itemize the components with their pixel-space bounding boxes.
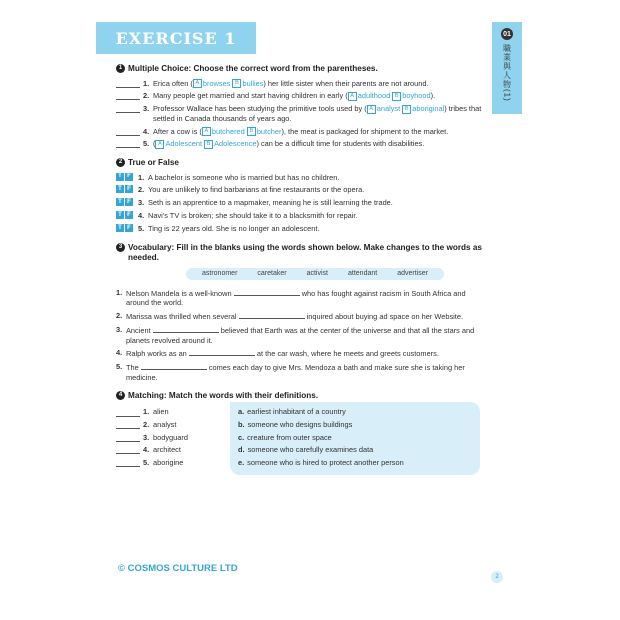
option-a[interactable]: browses <box>202 78 231 88</box>
option-b[interactable]: boyhood <box>402 91 431 101</box>
option-b-box: B <box>204 140 213 149</box>
definition-letter: a. <box>238 407 245 417</box>
question-number: 4. <box>138 211 145 221</box>
question-text: Erica often ( A browses B bullies) her little sister when their parents are not around. <box>153 78 429 88</box>
match-word: analyst <box>153 420 177 429</box>
section-number: 3 <box>116 243 125 252</box>
fill-blank[interactable] <box>189 348 255 356</box>
option-a-box: A <box>202 127 211 136</box>
false-box[interactable]: F <box>125 185 133 193</box>
question-text: You are unlikely to find barbarians at fine restaurants or the opera. <box>148 185 365 195</box>
option-a[interactable]: butchered <box>211 126 245 136</box>
question-text: Ting is 22 years old. She is no longer an adolescent. <box>148 224 320 234</box>
word-bank-item: activist <box>306 270 328 278</box>
definition-text: someone who designs buildings <box>247 420 353 429</box>
unit-number: 01 <box>501 28 513 40</box>
question-text: The comes each day to give Mrs. Mendoza a bath and make sure she is taking her medicine. <box>126 363 465 382</box>
word-bank-item: astronomer <box>202 270 238 278</box>
answer-blank[interactable] <box>116 127 140 136</box>
question-number: 1. <box>143 407 150 417</box>
answer-blank[interactable] <box>116 139 140 148</box>
option-a-box: A <box>367 105 376 114</box>
matching-definitions <box>230 402 480 475</box>
definition-text: creature from outer space <box>247 432 332 442</box>
vocab-question <box>116 348 484 359</box>
question-text: Nelson Mandela is a well-known who has fought against racism in South Africa and around the world. <box>126 288 466 308</box>
question-text: ( A Adolescent B Adolescence) can be a difficult time for students with disabilities. <box>153 139 425 149</box>
definition-text: someone who carefully examines data <box>247 445 374 455</box>
question-text: Seth is an apprentice to a mapmaker, meaning he is still learning the trade. <box>148 198 393 208</box>
tf-question <box>116 198 484 208</box>
true-box[interactable]: T <box>116 224 124 232</box>
unit-title: 職業與人物(1) <box>502 44 512 102</box>
false-box[interactable]: F <box>125 173 133 181</box>
section-number: 2 <box>116 158 125 167</box>
vocab-question <box>116 288 484 308</box>
question-number: 3. <box>138 198 145 208</box>
exercise-banner: EXERCISE 1 <box>96 22 256 54</box>
option-a-box: A <box>155 140 164 149</box>
section-multiple-choice-title: 1 Multiple Choice: Choose the correct word from the parentheses. <box>116 64 484 74</box>
matching-area <box>116 406 484 469</box>
vocab-question <box>116 362 484 382</box>
tf-options <box>116 173 138 181</box>
vocab-question <box>116 311 484 322</box>
question-text: A bachelor is someone who is married but has no children. <box>148 172 340 182</box>
definition-letter: e. <box>238 457 245 467</box>
mc-question <box>116 91 484 101</box>
question-text: Ralph works as an at the car wash, where he meets and greets customers. <box>126 349 439 359</box>
word-bank-item: caretaker <box>257 270 287 278</box>
false-box[interactable]: F <box>125 224 133 232</box>
question-number: 4. <box>143 126 150 136</box>
question-number: 3. <box>143 104 150 114</box>
option-b-box: B <box>247 127 256 136</box>
answer-blank[interactable] <box>116 79 140 88</box>
answer-blank[interactable] <box>116 104 140 113</box>
section-number: 4 <box>116 391 125 400</box>
false-box[interactable]: F <box>125 198 133 206</box>
tf-question <box>116 173 484 183</box>
matching-words <box>116 406 236 469</box>
tf-question <box>116 185 484 195</box>
answer-blank[interactable] <box>116 408 140 417</box>
page-number: 2 <box>491 571 503 583</box>
tf-options <box>116 198 138 206</box>
answer-blank[interactable] <box>116 91 140 100</box>
match-word-row <box>116 456 236 469</box>
tf-options <box>116 185 138 193</box>
question-text: Ancient believed that Earth was at the center of the universe and that all the stars and planets revolved around it. <box>126 325 475 345</box>
true-false-list <box>116 173 484 235</box>
section-matching-title: 4 Matching: Match the words with their definitions. <box>116 391 484 401</box>
match-word-row <box>116 431 236 444</box>
answer-blank[interactable] <box>116 420 140 429</box>
mc-question <box>116 127 484 137</box>
match-word-row <box>116 406 236 419</box>
question-number: 4. <box>143 445 150 455</box>
tf-options <box>116 224 138 232</box>
question-text: Navi's TV is broken; she should take it to a blacksmith for repair. <box>148 211 358 221</box>
vocabulary-list <box>116 288 484 383</box>
exercise-content <box>116 64 484 469</box>
option-b[interactable]: bullies <box>242 78 264 88</box>
question-number: 4. <box>116 348 123 358</box>
definition-text: someone who is hired to protect another person <box>247 457 404 467</box>
fill-blank[interactable] <box>153 325 219 333</box>
match-word-row <box>116 444 236 457</box>
question-number: 1. <box>138 172 145 182</box>
option-b[interactable]: Adolescence <box>214 139 257 149</box>
definition-letter: c. <box>238 432 245 442</box>
mc-question <box>116 104 484 123</box>
question-number: 2. <box>143 91 150 101</box>
question-text: Marissa was thrilled when several inquired about buying ad space on her Website. <box>126 312 464 322</box>
question-number: 2. <box>143 420 150 429</box>
false-box[interactable]: F <box>125 211 133 219</box>
definition-row <box>238 406 474 419</box>
section-true-false-title: 2 True or False <box>116 158 484 168</box>
question-number: 1. <box>143 78 150 88</box>
mc-question <box>116 139 484 149</box>
option-b-box: B <box>402 105 411 114</box>
option-b-box: B <box>232 79 241 88</box>
question-number: 1. <box>116 287 123 297</box>
fill-blank[interactable] <box>234 288 300 296</box>
answer-blank[interactable] <box>116 433 140 442</box>
fill-blank[interactable] <box>239 311 305 319</box>
question-number: 3. <box>143 432 150 442</box>
section-number: 1 <box>116 64 125 73</box>
true-box[interactable]: T <box>116 198 124 206</box>
option-a[interactable]: analyst <box>376 104 401 114</box>
option-a[interactable]: Adolescent <box>165 139 203 149</box>
definition-row <box>238 444 474 457</box>
unit-side-tab <box>492 22 522 114</box>
question-number: 2. <box>138 185 145 195</box>
option-a-box: A <box>193 79 202 88</box>
multiple-choice-list <box>116 79 484 149</box>
tf-options <box>116 211 138 219</box>
definition-letter: d. <box>238 445 245 455</box>
answer-blank[interactable] <box>116 445 140 454</box>
question-text: Professor Wallace has been studying the primitive tools used by ( A analyst B aboriginal) tribes that settled in Canada thousands of years ago. <box>153 104 482 123</box>
vocab-question <box>116 325 484 345</box>
option-b[interactable]: aboriginal <box>412 104 445 114</box>
definition-row <box>238 431 474 444</box>
definition-row <box>238 456 474 469</box>
option-a-box: A <box>348 92 357 101</box>
match-word-row <box>116 419 236 432</box>
word-bank <box>186 268 444 280</box>
match-word: alien <box>153 407 169 417</box>
answer-blank[interactable] <box>116 458 140 467</box>
option-a[interactable]: adulthood <box>357 91 391 101</box>
definition-letter: b. <box>238 420 245 429</box>
option-b[interactable]: butcher <box>256 126 282 136</box>
definition-row <box>238 419 474 432</box>
tf-question <box>116 211 484 221</box>
question-number: 2. <box>116 311 123 321</box>
match-word: aborigine <box>153 457 184 467</box>
tf-question <box>116 224 484 234</box>
true-box[interactable]: T <box>116 185 124 193</box>
question-number: 3. <box>116 324 123 334</box>
true-box[interactable]: T <box>116 211 124 219</box>
copyright-footer: © COSMOS CULTURE LTD <box>118 563 238 574</box>
fill-blank[interactable] <box>141 362 207 370</box>
option-b-box: B <box>392 92 401 101</box>
question-text: After a cow is ( A butchered B butcher), the meat is packaged for shipment to the market. <box>153 126 449 136</box>
match-word: bodyguard <box>153 432 188 442</box>
match-word: architect <box>153 445 181 455</box>
question-number: 5. <box>116 362 123 372</box>
question-number: 5. <box>143 457 150 467</box>
word-bank-item: advertiser <box>397 270 428 278</box>
true-box[interactable]: T <box>116 173 124 181</box>
question-number: 5. <box>138 224 145 234</box>
question-text: Many people get married and start having children in early ( A adulthood B boyhood). <box>153 91 436 101</box>
mc-question <box>116 79 484 89</box>
section-vocabulary-title: 3 Vocabulary: Fill in the blanks using the words shown below. Make changes to the words as needed. <box>116 243 484 262</box>
definition-text: earliest inhabitant of a country <box>247 407 346 417</box>
word-bank-item: attendant <box>348 270 378 278</box>
question-number: 5. <box>143 139 150 149</box>
